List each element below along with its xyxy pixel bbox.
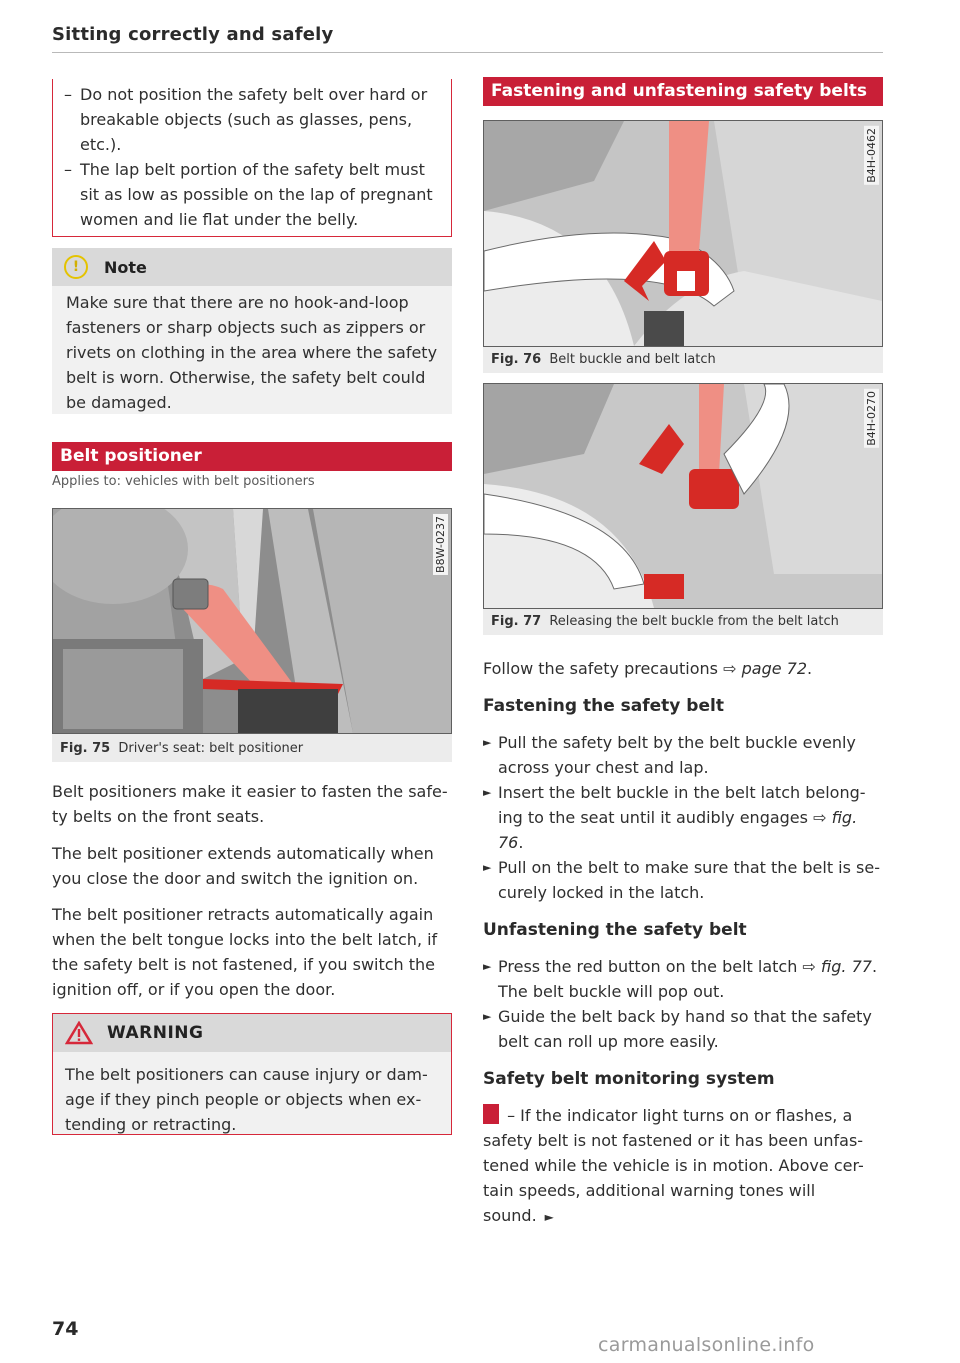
warning-triangle-icon (65, 1021, 93, 1045)
step-end: . (518, 833, 524, 852)
figure-76 (483, 120, 883, 373)
monitoring-body: – If the indicator light turns on or flashes, a safety belt is not fastened or it has been unfas-tened while the vehicle is in motion. Above cer-tain speeds, additional warning tones will sound. (483, 1106, 864, 1225)
unfastening-steps (483, 954, 883, 1054)
figure-code: B4H-0270 (865, 391, 878, 446)
warning-title: WARNING (107, 1023, 204, 1043)
buckle-illustration (483, 120, 883, 347)
step-text: Press the red button on the belt latch (498, 957, 803, 976)
info-circle-icon: ! (64, 255, 88, 279)
step-item (483, 780, 883, 855)
subheading-fastening: Fastening the safety belt (483, 696, 724, 716)
step-text: Insert the belt buckle in the belt latch belong-ing to the seat until it audibly engages (498, 783, 866, 827)
figure-caption-text: Belt buckle and belt latch (549, 352, 716, 367)
follow-text: Follow the safety precautions (483, 659, 724, 678)
step-end: . The belt buckle will pop out. (498, 957, 878, 1001)
fastening-steps (483, 730, 883, 905)
bullet-item: – The lap belt portion of the safety belt must sit as low as possible on the lap of pregnant women and lie flat under the belly. (53, 157, 439, 232)
figure-code: B4H-0462 (865, 128, 878, 183)
figure-caption (491, 346, 716, 373)
section-title-belt-positioner: Belt positioner (52, 442, 452, 471)
bullets-box (52, 79, 452, 237)
paragraph: Belt positioners make it easier to fasten the safe-ty belts on the front seats. (52, 782, 448, 826)
note-header (52, 248, 452, 286)
paragraph: The belt positioner retracts automatically again when the belt tongue locks into the belt latch, if the safety belt is not fastened, if you switch the ignition off, or if you open the door. (52, 905, 438, 999)
step-item: ► Guide the belt back by hand so that the safety belt can roll up more easily. (483, 1004, 883, 1054)
release-illustration (483, 383, 883, 609)
figure-link[interactable]: ⇨ fig. 76 (498, 808, 858, 852)
note-body: Make sure that there are no hook-and-loop fasteners or sharp objects such as zippers or rivets on clothing in the area where the safety belt is worn. Otherwise, the safety belt could be damaged. (66, 293, 438, 412)
section-title-fastening: Fastening and unfastening safety belts (483, 77, 883, 106)
figure-number: Fig. 77 (491, 614, 542, 629)
figure-75 (52, 508, 452, 762)
warning-header (53, 1014, 451, 1052)
note-box (52, 248, 452, 414)
warning-body: The belt positioners can cause injury or dam-age if they pinch people or objects when ex-tending or retracting. (65, 1065, 428, 1134)
figure-caption (491, 608, 839, 635)
follow-precautions (483, 656, 883, 681)
page-link[interactable]: ⇨ page 72 (723, 659, 808, 678)
seatbelt-warning-icon (483, 1104, 499, 1124)
release-drawing (484, 384, 882, 608)
page-header (52, 24, 883, 53)
figure-caption-text: Driver's seat: belt positioner (118, 741, 304, 756)
subheading-monitoring: Safety belt monitoring system (483, 1069, 775, 1089)
step-item (483, 954, 883, 1004)
belt-positioner-illustration (52, 508, 452, 734)
continue-arrow-icon: ► (544, 1210, 554, 1224)
figure-link[interactable]: ⇨ fig. 77 (802, 957, 872, 976)
figure-77 (483, 383, 883, 635)
buckle-drawing (484, 121, 882, 346)
paragraph: The belt positioner extends automatically when you close the door and switch the ignition on. (52, 844, 434, 888)
step-item: ► Pull on the belt to make sure that the belt is se-curely locked in the latch. (483, 855, 883, 905)
figure-number: Fig. 75 (60, 741, 111, 756)
figure-number: Fig. 76 (491, 352, 542, 367)
bullet-item: – Do not position the safety belt over hard or breakable objects (such as glasses, pens, etc.). (53, 82, 439, 157)
figure-code: B8W-0237 (434, 516, 447, 573)
warning-box (52, 1013, 452, 1135)
watermark: carmanualsonline.info (598, 1334, 815, 1356)
page-number: 74 (52, 1318, 79, 1340)
figure-caption-text: Releasing the belt buckle from the belt latch (549, 614, 839, 629)
follow-end: . (807, 659, 813, 678)
monitoring-text (483, 1103, 883, 1230)
applies-to: Applies to: vehicles with belt positioners (52, 474, 315, 489)
header-title: Sitting correctly and safely (52, 24, 334, 45)
step-item: ► Pull the safety belt by the belt buckle evenly across your chest and lap. (483, 730, 883, 780)
figure-caption (60, 735, 303, 762)
subheading-unfastening: Unfastening the safety belt (483, 920, 747, 940)
note-title: Note (104, 257, 147, 277)
belt-positioner-drawing (53, 509, 451, 733)
